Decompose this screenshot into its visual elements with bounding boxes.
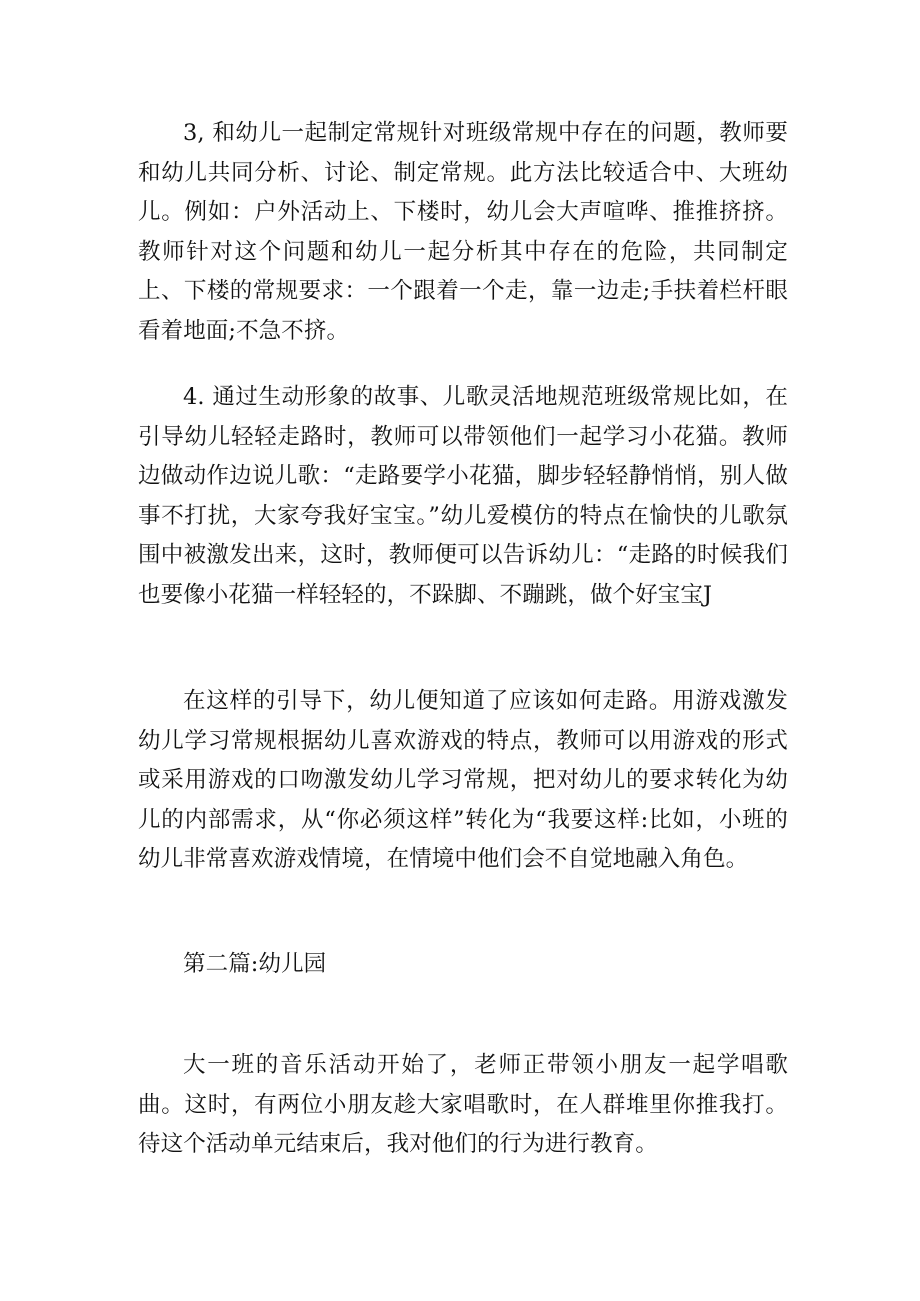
paragraph-music-activity: 大一班的音乐活动开始了，老师正带领小朋友一起学唱歌曲。这时，有两位小朋友趁大家唱歌时，在人群堆里你推我打。待这个活动单元结束后，我对他们的行为进行教育。	[138, 1052, 788, 1158]
paragraph-stories-songs: 4. 通过生动形象的故事、儿歌灵活地规范班级常规比如，在引导幼儿轻轻走路时，教师可以带领他们一起学习小花猫。教师边做动作边说儿歌：“走路要学小花猫，脚步轻轻静悄悄，别人做事不打扰，大家夸我好宝宝。”幼儿爱模仿的特点在愉快的儿歌氛围中被激发出来，这时，教师便可以告诉幼儿：“走路的时候我们也要像小花猫一样轻轻的，不跺脚、不蹦跳，做个好宝宝J	[138, 384, 788, 608]
paragraph-game-guidance: 在这样的引导下，幼儿便知道了应该如何走路。用游戏激发幼儿学习常规根据幼儿喜欢游戏的特点，教师可以用游戏的形式或采用游戏的口吻激发幼儿学习常规，把对幼儿的要求转化为幼儿的内部需求，从“你必须这样”转化为“我要这样:比如，小班的幼儿非常喜欢游戏情境，在情境中他们会不自觉地融入角色。	[138, 688, 788, 873]
paragraph-rule-making: 3, 和幼儿一起制定常规针对班级常规中存在的问题，教师要和幼儿共同分析、讨论、制定常规。此方法比较适合中、大班幼儿。例如：户外活动上、下楼时，幼儿会大声喧哗、推推挤挤。教师针对这个问题和幼儿一起分析其中存在的危险，共同制定上、下楼的常规要求：一个跟着一个走，靠一边走;手扶着栏杆眼看着地面;不急不挤。	[138, 120, 788, 344]
section-heading: 第二篇:幼儿园	[183, 951, 327, 977]
